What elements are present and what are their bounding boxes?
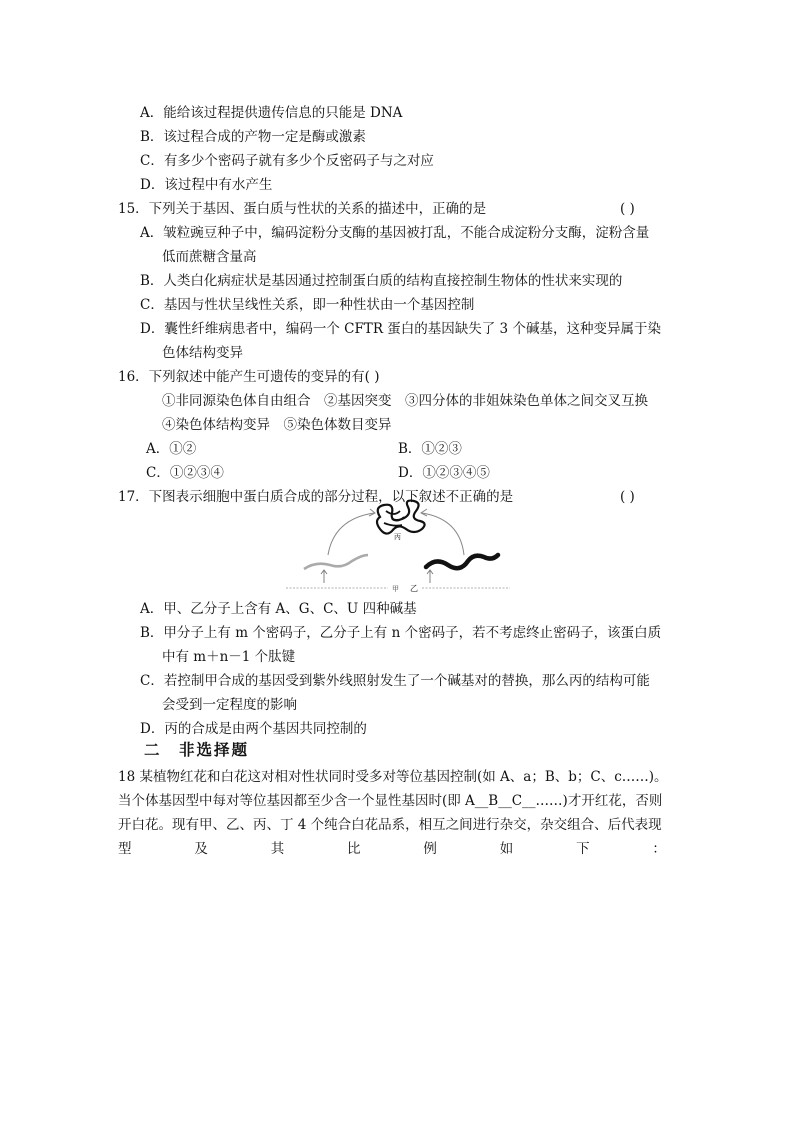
q18-line4-char: 比 — [347, 841, 361, 857]
q15-answer-paren: ( ) — [620, 201, 635, 217]
q17-option-b-cont: 中有 m＋n－1 个肽键 — [162, 649, 296, 665]
q18-line4-char: 下 — [576, 841, 590, 857]
q16-stem: 16．下列叙述中能产生可遗传的变异的有( ) — [118, 369, 380, 385]
q14-option-c: C．有多少个密码子就有多少个反密码子与之对应 — [140, 153, 434, 169]
arrow-left-head — [369, 509, 375, 516]
q18-line4-char: ： — [652, 841, 666, 857]
q15-option-d: D．囊性纤维病患者中，编码一个 CFTR 蛋白的基因缺失了 3 个碱基，这种变异属于染 — [140, 321, 661, 337]
q15-option-c: C．基因与性状呈线性关系，即一种性状由一个基因控制 — [140, 297, 475, 313]
q18-line4 — [118, 840, 666, 858]
q15-option-a: A．皱粒豌豆种子中，编码淀粉分支酶的基因被打乱，不能合成淀粉分支酶，淀粉含量 — [140, 225, 650, 241]
arrow-right-head — [421, 509, 427, 516]
arrow-left-curve — [328, 513, 374, 555]
protein-synthesis-figure — [284, 497, 512, 593]
label-bing: 丙 — [394, 533, 401, 541]
q18-line2: 当个体基因型中每对等位基因都至少含一个显性基因时(即 A__B__C__……)才开红花，否则 — [118, 793, 663, 809]
q17-option-c-cont: 会受到一定程度的影响 — [162, 697, 297, 713]
label-jia: 甲 — [392, 585, 399, 593]
q16-option-d: D．①②③④⑤ — [398, 465, 490, 481]
q18-line4-char: 及 — [194, 841, 208, 857]
q16-items-line1: ①非同源染色体自由组合 ②基因突变 ③四分体的非姐妹染色单体之间交叉互换 — [162, 393, 648, 409]
q16-option-c: C．①②③④ — [146, 465, 224, 481]
q15-stem: 15．下列关于基因、蛋白质与性状的关系的描述中，正确的是 — [118, 201, 487, 217]
q17-option-b: B．甲分子上有 m 个密码子，乙分子上有 n 个密码子，若不考虑终止密码子，该蛋白质 — [140, 625, 662, 641]
label-yi: 乙 — [410, 584, 418, 593]
section-title: 二 非选择题 — [144, 741, 250, 759]
small-arrow-right — [427, 570, 433, 583]
q18-line1: 18 某植物红花和白花这对相对性状同时受多对等位基因控制(如 A、a；B、b；C、c……)。 — [118, 769, 668, 785]
q18-line4-char: 型 — [118, 841, 132, 857]
q16-option-a: A．①② — [146, 441, 197, 457]
arrow-right-curve — [422, 513, 464, 555]
q16-items-line2: ④染色体结构变异 ⑤染色体数目变异 — [162, 417, 392, 433]
q17-option-d: D．丙的合成是由两个基因共同控制的 — [140, 721, 367, 737]
q18-line4-char: 其 — [270, 841, 285, 857]
molecule-yi-strand — [426, 555, 498, 568]
q17-stem: 17．下图表示细胞中蛋白质合成的部分过程，以下叙述不正确的是 — [118, 489, 514, 505]
q16-option-b: B．①②③ — [398, 441, 462, 457]
q14-option-a: A．能给该过程提供遗传信息的只能是 DNA — [140, 105, 403, 121]
q18-line4-char: 如 — [499, 841, 514, 857]
q15-option-b: B．人类白化病症状是基因通过控制蛋白质的结构直接控制生物体的性状来实现的 — [140, 273, 623, 289]
q15-option-a-cont: 低而蔗糖含量高 — [162, 249, 257, 265]
q14-option-d: D．该过程中有水产生 — [140, 177, 273, 193]
q17-option-a: A．甲、乙分子上含有 A、G、C、U 四种碱基 — [140, 601, 417, 617]
small-arrow-left — [321, 570, 327, 583]
q18-line3: 开白花。现有甲、乙、丙、丁 4 个纯合白花品系，相互之间进行杂交，杂交组合、后代表现 — [118, 817, 662, 833]
q15-option-d-cont: 色体结构变异 — [162, 345, 243, 361]
q18-line4-char: 例 — [423, 841, 437, 857]
q14-option-b: B．该过程合成的产物一定是酶或激素 — [140, 129, 366, 145]
protein-bing-shape — [377, 501, 425, 534]
q17-option-c: C．若控制甲合成的基因受到紫外线照射发生了一个碱基对的替换，那么丙的结构可能 — [140, 673, 650, 689]
q17-answer-paren: ( ) — [620, 489, 635, 505]
molecule-jia-strand — [304, 555, 368, 569]
